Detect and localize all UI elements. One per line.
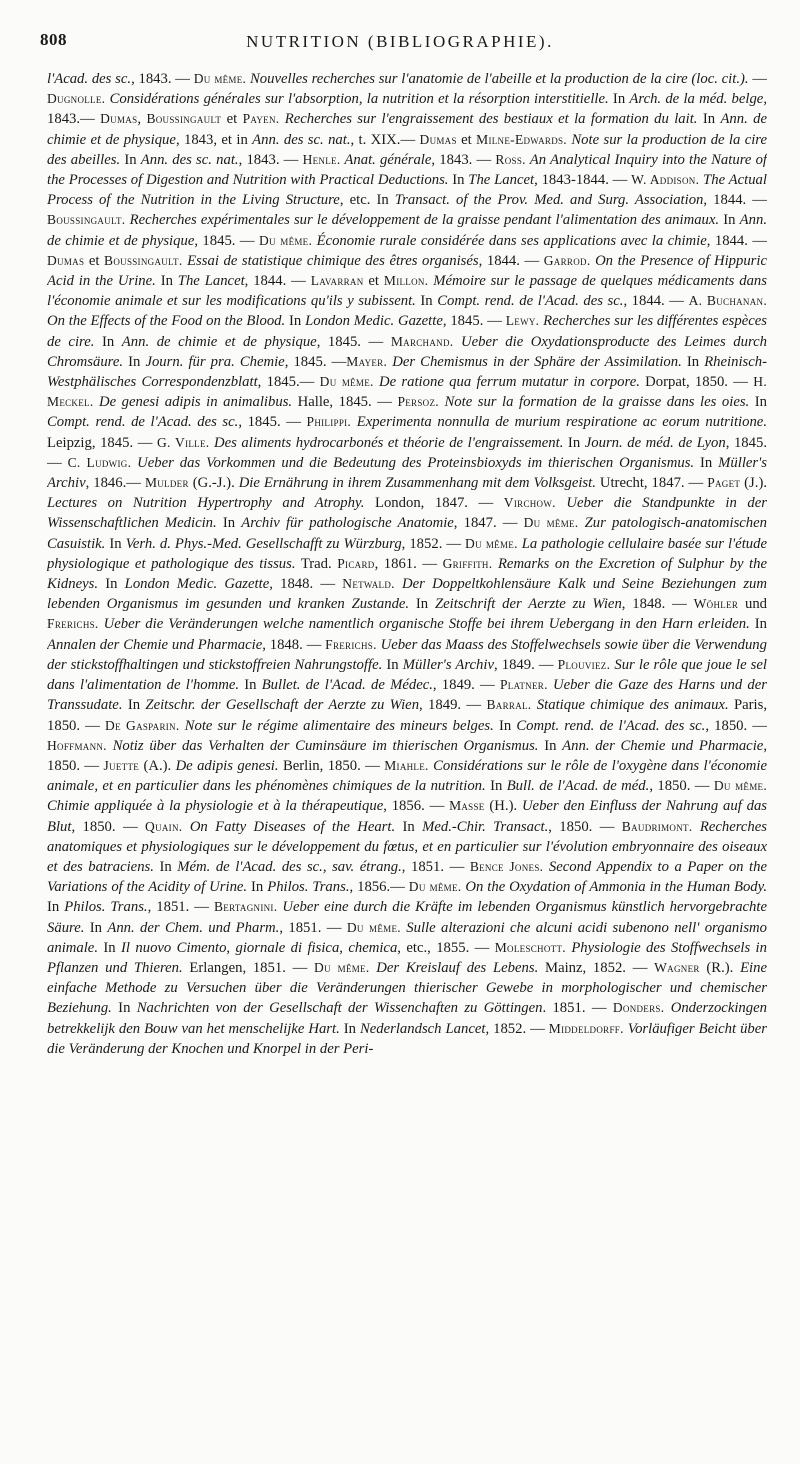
work-title: Note sur la production de la cire des abeilles. [47, 131, 767, 168]
author-name: Boussingault. [104, 252, 183, 268]
author-name: Millon. [383, 273, 429, 289]
work-title: Ann. der Chemie und Pharmacie [562, 737, 764, 754]
work-title: Experimenta nonnulla de murium respiratione ac eorum nutritione. [351, 414, 767, 431]
citation-text: et [363, 273, 384, 290]
citation-text: In [415, 293, 438, 310]
page-number: 808 [40, 30, 67, 49]
work-title: Note sur la formation de la graisse dans les oies. [438, 394, 750, 411]
citation-text: In [448, 172, 469, 189]
author-name: Bertagnini. [213, 899, 278, 915]
work-title: Anat. générale [340, 151, 432, 168]
citation-text: In [122, 697, 146, 714]
work-title: Sulle alterazioni che alcuni acidi subenono nell' organismo animale. [47, 919, 767, 956]
citation-text: , 1844. — [623, 293, 689, 310]
citation-text: , 1850. — [71, 818, 146, 835]
author-name: C. Ludwig. [67, 454, 132, 470]
work-title: Med.-Chir. Transact. [422, 818, 549, 835]
citation-text: Dorpat, 1850. — [639, 374, 754, 391]
author-name: Middeldorff. [548, 1020, 624, 1036]
author-name: Baudrimont. [621, 818, 693, 834]
work-title: Nachrichten von der Gesellschaft der Wissenchaften zu Göttingen [136, 1000, 543, 1017]
citation-text: In [697, 111, 721, 128]
citation-text: , etc., 1855. — [397, 939, 495, 956]
citation-text: Utrecht, 1847. — [595, 475, 708, 492]
work-title: On the Oxydation of Ammonia in the Human Body. [461, 879, 767, 896]
citation-text: et [221, 111, 243, 128]
work-title: Der Kreislauf des Lebens. [369, 959, 539, 976]
work-title: Annalen der Chemie und Pharmacie [47, 636, 263, 653]
author-name: Du même. [713, 778, 767, 794]
author-name: Paget [707, 475, 741, 491]
citation-text: London, 1847. — [364, 495, 504, 512]
citation-text: , 1851. — [147, 899, 214, 916]
citation-text: , 1845. — [442, 313, 506, 330]
author-name: Du même. [314, 959, 370, 975]
author-name: Masse [449, 798, 485, 814]
work-title: Bull. de l'Acad. de méd. [506, 778, 650, 795]
citation-text: , 1843. — [131, 71, 194, 87]
bibliography-paragraph [47, 69, 767, 1059]
citation-text: In [563, 434, 585, 451]
author-name: Du même. [408, 879, 462, 895]
citation-text: Mainz, 1852. — [538, 959, 655, 976]
author-name: Boussingault [146, 111, 222, 127]
work-title: De genesi adipis in animalibus. [93, 394, 293, 411]
citation-text: — [748, 71, 767, 87]
citation-text: In [155, 273, 178, 290]
work-title: Ann. de chimie et de physique [47, 111, 767, 148]
author-name: Juette [103, 757, 140, 773]
work-title: Remarks on the Excretion of Sulphur by the Kidneys. [47, 555, 767, 593]
work-title: Der Doppeltkohlensäure Kalk und Seine Beziehungen zum lebenden Organismus im gesunden und kranken Zustande. [47, 576, 767, 613]
citation-text: , 1843-1844. — [534, 172, 632, 189]
author-name: Dumas [47, 252, 85, 268]
citation-text: , 1845. — [284, 353, 347, 370]
citation-text: In [120, 151, 141, 168]
author-name: Plouviez. [557, 656, 611, 672]
work-title: Archiv für pathologische Anatomie [241, 515, 454, 532]
citation-text: In [47, 899, 65, 916]
work-title: Ueber eine durch die Kräfte im lebenden Organismus künstlich hervorgebrachte Säure. [47, 899, 767, 936]
author-name: G. Ville. [156, 434, 210, 450]
citation-text: , 1843, et in [175, 131, 253, 148]
citation-text: Paris, 1850. — [47, 697, 767, 734]
citation-text: , 1851. — [279, 919, 347, 936]
author-name: Virchow. [503, 495, 556, 511]
work-title: Essai de statistique chimique des êtres organisés [182, 252, 479, 269]
citation-text: In [409, 596, 435, 613]
author-name: Ross. [495, 151, 526, 167]
author-name: Boussingault. [47, 212, 126, 228]
work-title: l'Acad. des sc. [47, 71, 132, 87]
citation-text: (H.). [484, 798, 522, 815]
citation-text: Berlin, 1850. — [278, 757, 385, 774]
work-title: Notiz über das Verhalten der Cuminsäure im thierischen Organismus. [106, 737, 539, 754]
citation-text: , 1849. — [432, 677, 500, 694]
work-title: Ann. de chimie et de physique [121, 333, 317, 350]
citation-text: In [339, 1020, 360, 1037]
work-title: Compt. rend. de l'Acad. des sc. [437, 293, 624, 310]
author-name: Mulder [144, 475, 189, 491]
work-title: Philos. Trans. [267, 879, 350, 896]
work-title: Compt. rend. de l'Acad. des sc. [516, 717, 706, 734]
citation-text: , 1849. — [419, 697, 487, 714]
work-title: Recherches anatomiques et physiologiques sur le développement du fœtus, et en particulier sur l'évolution embryonnaire des oiseaux et des batraciens. [47, 818, 767, 875]
author-name: Dugnolle. [47, 91, 106, 107]
work-title: Müller's Archiv [402, 656, 494, 673]
citation-text: In [382, 656, 403, 673]
citation-text: , [137, 111, 147, 128]
bibliography-text [47, 69, 767, 1449]
work-title: Nouvelles recherches sur l'anatomie de l'abeille et la production de la cire (loc. cit.). [246, 71, 749, 87]
citation-text: , 1852. — [485, 1020, 549, 1037]
citation-text: (R.). [699, 959, 741, 976]
work-title: Ueber die Veränderungen welche namentlich organische Stoffe bei ihrem Uebergang in den Harn erleiden. [98, 616, 750, 633]
work-title: Ueber die Oxydationsproducte des Leimes durch Chromsäure. [47, 333, 767, 370]
author-name: Du même. [319, 374, 374, 390]
citation-text: Trad. [295, 555, 338, 572]
citation-text: , 1856. — [383, 798, 450, 815]
author-name: Payen. [242, 111, 280, 127]
work-title: De adipis genesi. [175, 757, 279, 774]
work-title: Économie rurale considérée dans ses applications avec la chimie [312, 232, 707, 249]
work-title: Des aliments hydrocarbonés et théorie de l'engraissement. [209, 434, 564, 451]
author-name: Du même. [465, 535, 518, 551]
author-name: Lewy. [505, 313, 540, 329]
work-title: Lectures on Nutrition Hypertrophy and Atrophy. [47, 495, 365, 512]
author-name: Frerichs. [47, 616, 99, 632]
citation-text: , 1851. — [401, 858, 470, 875]
author-name: Barral. [486, 697, 532, 713]
citation-text: In [681, 353, 705, 370]
work-title: Vorläufiger Beicht über die Veränderung der Knochen und Knorpel in der Peri- [47, 1020, 767, 1057]
citation-text: In [98, 939, 122, 956]
author-name: W. Addison. [631, 172, 700, 188]
author-name: Quain. [145, 818, 183, 834]
author-name: Persoz. [397, 394, 439, 410]
author-name: Griffith. [442, 555, 493, 571]
citation-text: In [247, 879, 268, 896]
citation-text: In [84, 919, 108, 936]
author-name: Donders. [612, 1000, 665, 1016]
citation-text: . 1851. — [542, 1000, 613, 1017]
citation-text: Leipzig, 1845. — [47, 434, 157, 451]
work-title: Rheinisch-Westphälisches Correspondenzblatt [47, 353, 767, 391]
work-title: Second Appendix to a Paper on the Variations of the Acidity of Urine. [47, 858, 767, 896]
citation-text: In [538, 737, 563, 754]
citation-text: In [153, 858, 178, 875]
citation-text: , 1846.— [85, 475, 145, 492]
work-title: Zur patologisch-anatomischen Casuistik. [47, 515, 767, 552]
citation-text: In [105, 535, 126, 552]
citation-text: (A.). [139, 757, 176, 774]
citation-text: In [493, 717, 517, 734]
work-title: The Lancet [468, 172, 535, 189]
citation-text: In [694, 454, 719, 471]
author-name: Philippi. [306, 414, 352, 430]
work-title: Die Ernährung in ihrem Zusammenhang mit dem Volksgeist. [238, 475, 596, 492]
citation-text: In [608, 91, 630, 108]
citation-text: In [749, 394, 767, 411]
citation-text: In [216, 515, 242, 532]
work-title: Onderzockingen betrekkelijk den Bouw van het menschelijke Hart. [47, 1000, 767, 1037]
work-title: Arch. de la méd. belge [629, 91, 764, 108]
author-name: Henle. [302, 151, 341, 167]
work-title: Considérations générales sur l'absorption, la nutrition et la résorption interstitielle. [105, 91, 609, 108]
citation-text: et [84, 252, 105, 269]
author-name: Moleschott. [494, 939, 566, 955]
running-title: NUTRITION (BIBLIOGRAPHIE). [246, 32, 554, 51]
citation-text: , 1850. — [47, 737, 767, 774]
work-title: Ueber das Vorkommen und die Bedeutung des Proteinsbioxyds im thierischen Organismus. [131, 454, 695, 471]
citation-text: , t. XIX.— [350, 131, 420, 148]
work-title: On the Presence of Hippuric Acid in the Urine. [47, 252, 767, 290]
work-title: Müller's Archiv [47, 454, 767, 492]
author-name: Du même. [259, 232, 313, 248]
work-title: Nederlandsch Lancet [359, 1020, 486, 1037]
author-name: Milne-Edwards. [476, 131, 567, 147]
page-header [40, 30, 760, 58]
work-title: Recherches expérimentales sur le développement de la graisse pendant l'alimentation des animaux. [125, 212, 720, 229]
work-title: De ratione qua ferrum mutatur in corpore. [373, 374, 640, 391]
citation-text: (G.-J.). [188, 475, 239, 492]
citation-text: In [111, 1000, 137, 1017]
citation-text: , 1861. — [374, 555, 443, 572]
work-title: London Medic. Gazette [124, 576, 270, 593]
citation-text: In [395, 818, 423, 835]
work-title: Philos. Trans. [64, 899, 148, 916]
citation-text: , 1848. — [269, 576, 343, 593]
citation-text: , 1847. — [453, 515, 524, 532]
citation-text: In [98, 576, 125, 593]
work-title: Ueber die Standpunkte in der Wissenschaftlichen Medicin. [47, 495, 767, 532]
author-name: Frerichs. [325, 636, 377, 652]
work-title: Ann. des sc. nat. [140, 151, 239, 168]
author-name: Dumas [419, 131, 457, 147]
work-title: Transact. of the Prov. Med. and Surg. Association [394, 192, 704, 209]
citation-text: et [456, 131, 477, 148]
work-title: Note sur le régime alimentaire des mineurs belges. [179, 717, 494, 734]
author-name: Mayer. [346, 353, 388, 369]
citation-text: , 1850. — [705, 717, 767, 734]
citation-text: , etc. In [339, 192, 395, 209]
work-title: Ueber die Gaze des Harns und der Transsudate. [47, 677, 767, 714]
work-title: Verh. d. Phys.-Med. Gesellschafft zu Würzburg [125, 535, 402, 552]
citation-text: In [719, 212, 740, 229]
author-name: Miahle. [384, 757, 429, 773]
work-title: Recherches sur l'engraissement des bestiaux et la formation du lait. [279, 111, 698, 128]
citation-text: , 1844. — [703, 192, 767, 209]
citation-text: , 1845. — [47, 434, 767, 471]
citation-text: , 1852. — [401, 535, 466, 552]
citation-text: In [123, 353, 146, 370]
author-name: Bence Jones. [469, 858, 544, 874]
work-title: On the Effects of the Food on the Blood. [47, 313, 286, 330]
author-name: Du même. [346, 919, 401, 935]
work-title: Bullet. de l'Acad. de Médec. [261, 677, 433, 694]
citation-text: , 1845.— [257, 374, 320, 391]
citation-text: , 1856.— [349, 879, 409, 896]
author-name: Hoffmann. [47, 737, 107, 753]
citation-text: , 1845. — [238, 414, 307, 431]
citation-text: , 1850. — [548, 818, 622, 835]
citation-text: und [738, 596, 767, 613]
citation-text: Halle, 1845. — [292, 394, 398, 411]
citation-text: , 1843.— [47, 91, 767, 128]
work-title: Sur le rôle que joue le sel dans l'alimentation de l'homme. [47, 656, 767, 694]
author-name: A. Buchanan. [688, 293, 767, 309]
citation-text: , 1850. — [649, 778, 714, 795]
citation-text: In [94, 333, 122, 350]
author-name: Du même. [193, 71, 247, 86]
citation-text: In [285, 313, 306, 330]
work-title: Recherches sur les différentes espèces de cire. [47, 313, 767, 350]
work-title: Il nuovo Cimento, giornale di fisica, chemica [121, 939, 398, 956]
work-title: The Actual Process of the Nutrition in the Living Structure [47, 172, 767, 209]
citation-text: , 1843. — [238, 151, 303, 168]
work-title: London Medic. Gazette [305, 313, 443, 330]
work-title: The Lancet [177, 273, 245, 290]
citation-text: , 1844. — [244, 273, 311, 290]
citation-text: , 1844. — [706, 232, 767, 249]
author-name: Platner. [499, 677, 548, 693]
work-title: Zeitschrift der Aerzte zu Wien [434, 596, 622, 613]
work-title: Journ. für pra. Chemie [145, 353, 285, 370]
work-title: An Analytical Inquiry into the Nature of the Processes of Digestion and Nutrition with Practical Deductions. [47, 151, 767, 189]
work-title: Physiologie des Stoffwechsels in Pflanzen und Thieren. [47, 939, 767, 976]
work-title: On Fatty Diseases of the Heart. [182, 818, 396, 835]
author-name: Wöhler [693, 596, 739, 612]
citation-text: In [239, 677, 262, 694]
citation-text: Erlangen, 1851. — [182, 959, 315, 976]
work-title: Chimie appliquée à la physiologie et à la thérapeutique [47, 798, 384, 815]
work-title: Der Chemismus in der Sphäre der Assimilation. [387, 353, 682, 370]
work-title: Ueber das Maass des Stoffelwechsels sowie über die Verwendung der stickstoffhaltingen und stickstoffreien Nahrungstoffe. [47, 636, 767, 673]
author-name: Picard [337, 555, 375, 571]
work-title: Ann. der Chem. und Pharm. [107, 919, 280, 936]
citation-text: , 1848. — [262, 636, 326, 653]
citation-text: , 1845. — [316, 333, 391, 350]
work-title: Statique chimique des animaux. [531, 697, 729, 714]
author-name: Garrod. [543, 252, 591, 268]
author-name: H. Meckel. [47, 374, 767, 410]
work-title: Eine einfache Methode zu Versuchen über die Veränderungen thierischer Gewebe in morphologischer und chemischer Beziehung. [47, 959, 767, 1017]
citation-text: , 1848. — [621, 596, 694, 613]
citation-text: In [485, 778, 507, 795]
author-name: Marchand. [390, 333, 454, 349]
author-name: Netwald. [342, 576, 395, 592]
citation-text: , 1849. — [493, 656, 558, 673]
citation-text: , 1845. — [194, 232, 259, 249]
citation-text: (J.). [740, 475, 767, 492]
work-title: La pathologie cellulaire basée sur l'étude physiologique et pathologique des tissus. [47, 535, 767, 572]
work-title: Considérations sur le rôle de l'oxygène dans l'économie animale, et en particulier dans les phénomènes chimiques de la nutrition. [47, 757, 767, 795]
work-title: Mémoire sur le passage de quelques médicaments dans l'économie animale et sur les modifications qu'ils y subissent. [47, 273, 767, 310]
work-title: Ann. de chimie et de physique [47, 212, 767, 249]
author-name: Wagner [654, 959, 700, 975]
author-name: Lavarran [310, 273, 364, 289]
author-name: Dumas [100, 111, 138, 127]
citation-text: In [749, 616, 767, 633]
citation-text: , 1843. — [431, 151, 496, 168]
work-title: Journ. de méd. de Lyon [584, 434, 726, 451]
work-title: Mém. de l'Acad. des sc., sav. étrang. [177, 858, 402, 875]
work-title: Ueber den Einfluss der Nahrung auf das Blut [47, 798, 767, 835]
work-title: Compt. rend. de l'Acad. des sc. [47, 414, 239, 431]
author-name: De Gasparin. [105, 717, 180, 733]
author-name: Du même. [523, 515, 579, 531]
work-title: Zeitschr. der Gesellschaft der Aerzte zu Wien [145, 697, 420, 714]
work-title: Ann. des sc. nat. [252, 131, 351, 148]
citation-text: , 1844. — [478, 252, 544, 269]
